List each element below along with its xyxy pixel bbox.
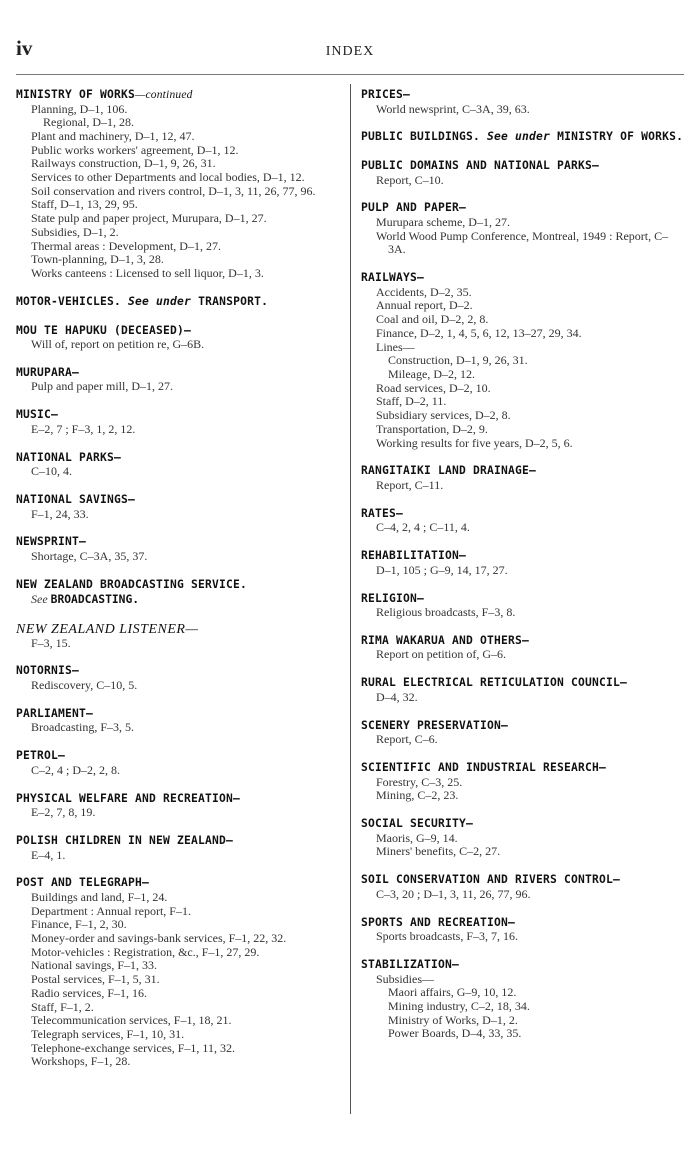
subentry: Forestry, C–3, 25. xyxy=(376,774,463,789)
subentry: Telecommunication services, F–1, 18, 21. xyxy=(31,1013,232,1028)
entry-heading-text: RATES— xyxy=(361,506,404,520)
cross-reference-target: BROADCASTING. xyxy=(50,593,140,607)
index-entry xyxy=(16,366,346,394)
see-label: See xyxy=(31,592,48,607)
index-entry xyxy=(361,634,685,662)
subentry: Mileage, D–2, 12. xyxy=(388,366,475,381)
subentry: F–3, 15. xyxy=(31,635,71,650)
entry-heading xyxy=(16,366,346,381)
subentry: Subsidies— xyxy=(376,971,435,986)
subentry: Report on petition of, G–6. xyxy=(376,647,506,662)
index-entry xyxy=(16,749,346,777)
subentry: National savings, F–1, 33. xyxy=(31,958,157,973)
entry-heading-text: MINISTRY OF WORKS xyxy=(16,88,136,101)
entry-heading-text: NOTORNIS— xyxy=(16,664,80,678)
subentry: Money-order and savings-bank services, F–1, 22, 32. xyxy=(31,931,287,945)
entry-heading-text: NATIONAL SAVINGS— xyxy=(16,493,136,507)
subentry: C–10, 4. xyxy=(31,464,73,479)
subentry: Radio services, F–1, 16. xyxy=(31,985,147,1000)
index-entry xyxy=(16,535,346,563)
subentry: Services to other Departments and local bodies, D–1, 12. xyxy=(31,170,305,185)
entry-heading-text: SCENERY PRESERVATION— xyxy=(361,718,509,732)
subentry: Works canteens : Licensed to sell liquor, D–1, 3. xyxy=(31,265,264,280)
subentry: Power Boards, D–4, 33, 35. xyxy=(388,1026,522,1041)
cross-reference-target: TRANSPORT. xyxy=(198,294,269,308)
subentry: Rediscovery, C–10, 5. xyxy=(31,677,138,692)
entry-heading-text: PARLIAMENT— xyxy=(16,706,94,720)
entry-heading-text: RURAL ELECTRICAL RETICULATION COUNCIL— xyxy=(361,676,628,690)
subentry: Maoris, G–9, 14. xyxy=(376,830,458,845)
entry-heading xyxy=(361,507,685,522)
subentry: Miners' benefits, C–2, 27. xyxy=(376,844,501,859)
subentry: Maori affairs, G–9, 10, 12. xyxy=(388,985,517,1000)
subentry: F–1, 24, 33. xyxy=(31,506,89,521)
entry-heading xyxy=(361,719,685,734)
subentry: Staff, D–1, 13, 29, 95. xyxy=(31,197,138,212)
entry-heading xyxy=(16,876,346,891)
entry-heading-text: SOIL CONSERVATION AND RIVERS CONTROL— xyxy=(361,873,621,887)
subentry: Department : Annual report, F–1. xyxy=(31,903,191,918)
subentry: Regional, D–1, 28. xyxy=(43,115,134,130)
entry-heading-text: PETROL— xyxy=(16,749,66,763)
entry-heading xyxy=(16,295,346,310)
entry-heading xyxy=(16,792,346,807)
subentry: Plant and machinery, D–1, 12, 47. xyxy=(31,128,195,143)
entry-heading-text: MURUPARA— xyxy=(16,365,80,379)
entry-heading xyxy=(361,201,685,216)
subentry: Soil conservation and rivers control, D–1, 3, 11, 26, 77, 96. xyxy=(31,183,316,198)
index-entry xyxy=(361,159,685,187)
continued-label: —continued xyxy=(135,89,193,101)
subentry: Murupara scheme, D–1, 27. xyxy=(376,214,510,229)
index-entry xyxy=(361,817,685,859)
index-entry xyxy=(16,578,346,608)
entry-heading-text: PRICES— xyxy=(361,88,411,101)
subentry: E–4, 1. xyxy=(31,847,66,862)
index-entry xyxy=(16,493,346,521)
index-entry xyxy=(361,130,685,145)
entry-heading-text: NEW ZEALAND LISTENER— xyxy=(16,621,199,637)
entry-heading-text: PULP AND PAPER— xyxy=(361,201,467,215)
subentry: Subsidies, D–1, 2. xyxy=(31,224,119,239)
subentry: Town-planning, D–1, 3, 28. xyxy=(31,252,164,267)
subentry: Subsidiary services, D–2, 8. xyxy=(376,408,511,423)
see-under-label: See under xyxy=(128,294,192,308)
entry-heading-text: PUBLIC BUILDINGS. xyxy=(361,130,481,144)
index-entry xyxy=(361,873,685,901)
page-number: iv xyxy=(16,36,33,60)
entry-heading xyxy=(361,676,685,691)
column-divider xyxy=(350,84,351,1114)
index-entry xyxy=(16,664,346,692)
entry-heading-text: NATIONAL PARKS— xyxy=(16,450,122,464)
subentry: E–2, 7, 8, 19. xyxy=(31,805,96,820)
entry-heading-text: MOTOR-VEHICLES. xyxy=(16,294,122,308)
entry-heading xyxy=(361,159,685,174)
entry-heading-text: MUSIC— xyxy=(16,408,59,422)
index-entry xyxy=(16,792,346,820)
subentry: Telephone-exchange services, F–1, 11, 32. xyxy=(31,1040,235,1055)
subentry: Motor-vehicles : Registration, &c., F–1, 27, 29. xyxy=(31,944,260,959)
entry-heading-text: POLISH CHILDREN IN NEW ZEALAND— xyxy=(16,834,234,847)
index-entry xyxy=(16,622,346,651)
index-entry xyxy=(361,549,685,577)
entry-heading xyxy=(361,817,685,832)
entry-heading-text: MOU TE HAPUKU (DECEASED)— xyxy=(16,323,192,337)
entry-heading xyxy=(16,622,346,637)
entry-heading-text: RELIGION— xyxy=(361,591,425,605)
subentry: Report, C–11. xyxy=(376,477,444,492)
subentry: Road services, D–2, 10. xyxy=(376,380,491,395)
index-entry xyxy=(361,507,685,535)
entry-heading xyxy=(16,88,346,103)
entry-heading xyxy=(16,707,346,722)
subentry: D–1, 105 ; G–9, 14, 17, 27. xyxy=(376,562,508,577)
index-entry xyxy=(361,761,685,803)
entry-heading-text: NEWSPRINT— xyxy=(16,535,87,549)
index-entry xyxy=(16,408,346,436)
entry-heading-text: PHYSICAL WELFARE AND RECREATION— xyxy=(16,791,241,805)
subentry: D–4, 32. xyxy=(376,689,418,704)
subentry: Buildings and land, F–1, 24. xyxy=(31,889,168,904)
subentry: World newsprint, C–3A, 39, 63. xyxy=(376,101,530,116)
subentry: Pulp and paper mill, D–1, 27. xyxy=(31,379,173,394)
subentry: Broadcasting, F–3, 5. xyxy=(31,720,134,735)
entry-heading xyxy=(361,873,685,888)
entry-heading-text: STABILIZATION— xyxy=(361,958,460,972)
subentry: Planning, D–1, 106. xyxy=(31,101,128,116)
see-reference xyxy=(16,592,346,607)
header-rule xyxy=(16,74,684,75)
subentry: Lines— xyxy=(376,339,415,354)
index-entry xyxy=(361,271,685,450)
entry-heading xyxy=(16,578,346,593)
entry-heading-text: REHABILITATION— xyxy=(361,549,467,563)
entry-heading-text: RIMA WAKARUA AND OTHERS— xyxy=(361,633,530,647)
index-entry xyxy=(16,451,346,479)
entry-heading xyxy=(16,493,346,508)
subentry: Religious broadcasts, F–3, 8. xyxy=(376,605,516,620)
entry-heading xyxy=(361,271,685,286)
entry-heading-text: RANGITAIKI LAND DRAINAGE— xyxy=(361,464,537,478)
index-entry xyxy=(361,676,685,704)
see-under-label: See under xyxy=(487,130,551,144)
entry-heading xyxy=(16,834,346,849)
entry-heading-text: SCIENTIFIC AND INDUSTRIAL RESEARCH— xyxy=(361,761,607,775)
index-entry xyxy=(16,834,346,862)
subentry: Annual report, D–2. xyxy=(376,298,473,313)
index-entry xyxy=(16,876,346,1069)
entry-heading-text: SPORTS AND RECREATION— xyxy=(361,915,516,929)
entry-heading xyxy=(361,464,685,479)
left-column xyxy=(16,88,346,1083)
subentry: Thermal areas : Development, D–1, 27. xyxy=(31,238,221,253)
subentry: Working results for five years, D–2, 5, 6. xyxy=(376,435,573,450)
page-title: INDEX xyxy=(325,44,375,59)
entry-heading-text: SOCIAL SECURITY— xyxy=(361,817,474,831)
entry-heading xyxy=(361,634,685,649)
subentry: E–2, 7 ; F–3, 1, 2, 12. xyxy=(31,421,136,436)
subentry: World Wood Pump Conference, Montreal, 1949 : Report, C–3A. xyxy=(376,228,669,257)
right-column xyxy=(361,88,685,1055)
subentry: C–4, 2, 4 ; C–11, 4. xyxy=(376,520,470,535)
subentry: Workshops, F–1, 28. xyxy=(31,1054,131,1069)
index-entry xyxy=(16,88,346,281)
index-entry xyxy=(361,592,685,620)
entry-heading xyxy=(16,749,346,764)
subentry: C–2, 4 ; D–2, 2, 8. xyxy=(31,762,121,777)
entry-heading xyxy=(16,451,346,466)
entry-heading xyxy=(361,549,685,564)
entry-heading xyxy=(361,88,685,103)
subentry: Accidents, D–2, 35. xyxy=(376,284,472,299)
entry-heading-text: NEW ZEALAND BROADCASTING SERVICE. xyxy=(16,577,248,591)
subentry: Report, C–6. xyxy=(376,732,438,747)
index-entry xyxy=(16,707,346,735)
subentry: Sports broadcasts, F–3, 7, 16. xyxy=(376,929,518,944)
index-entry xyxy=(361,201,685,257)
entry-heading xyxy=(361,592,685,607)
entry-heading xyxy=(16,408,346,423)
entry-heading xyxy=(361,958,685,973)
subentry: Public works workers' agreement, D–1, 12. xyxy=(31,142,239,157)
entry-heading xyxy=(16,324,346,339)
entry-heading xyxy=(361,761,685,776)
subentry: Postal services, F–1, 5, 31. xyxy=(31,972,160,987)
subentry: Ministry of Works, D–1, 2. xyxy=(388,1012,518,1027)
subentry: Coal and oil, D–2, 2, 8. xyxy=(376,312,489,327)
index-entry xyxy=(361,958,685,1041)
subentry: Will of, report on petition re, G–6B. xyxy=(31,337,205,352)
index-entry xyxy=(361,88,685,116)
index-entry xyxy=(16,295,346,310)
entry-heading-text: RAILWAYS— xyxy=(361,271,425,285)
entry-heading xyxy=(16,535,346,550)
cross-reference-target: MINISTRY OF WORKS. xyxy=(557,130,684,144)
subentry: Staff, D–2, 11. xyxy=(376,394,447,409)
subentry: Shortage, C–3A, 35, 37. xyxy=(31,548,148,563)
subentry: Railways construction, D–1, 9, 26, 31. xyxy=(31,156,216,171)
subentry: Finance, D–2, 1, 4, 5, 6, 12, 13–27, 29, 34. xyxy=(376,325,582,340)
subentry: State pulp and paper project, Murupara, D–1, 27. xyxy=(31,211,267,226)
index-entry xyxy=(361,916,685,944)
subentry: Mining industry, C–2, 18, 34. xyxy=(388,999,530,1013)
subentry: Transportation, D–2, 9. xyxy=(376,421,488,436)
subentry: Staff, F–1, 2. xyxy=(31,999,94,1014)
entry-heading xyxy=(361,916,685,931)
entry-heading xyxy=(16,664,346,679)
subentry: Finance, F–1, 2, 30. xyxy=(31,917,127,932)
index-entry xyxy=(361,464,685,492)
index-entry xyxy=(361,719,685,747)
entry-heading xyxy=(361,130,685,145)
subentry: Report, C–10. xyxy=(376,172,444,187)
subentry: Mining, C–2, 23. xyxy=(376,788,459,803)
entry-heading-text: POST AND TELEGRAPH— xyxy=(16,876,150,890)
subentry: Construction, D–1, 9, 26, 31. xyxy=(388,353,528,368)
subentry: C–3, 20 ; D–1, 3, 11, 26, 77, 96. xyxy=(376,886,531,901)
subentry: Telegraph services, F–1, 10, 31. xyxy=(31,1026,185,1041)
entry-heading-text: PUBLIC DOMAINS AND NATIONAL PARKS— xyxy=(361,159,600,173)
index-entry xyxy=(16,324,346,352)
